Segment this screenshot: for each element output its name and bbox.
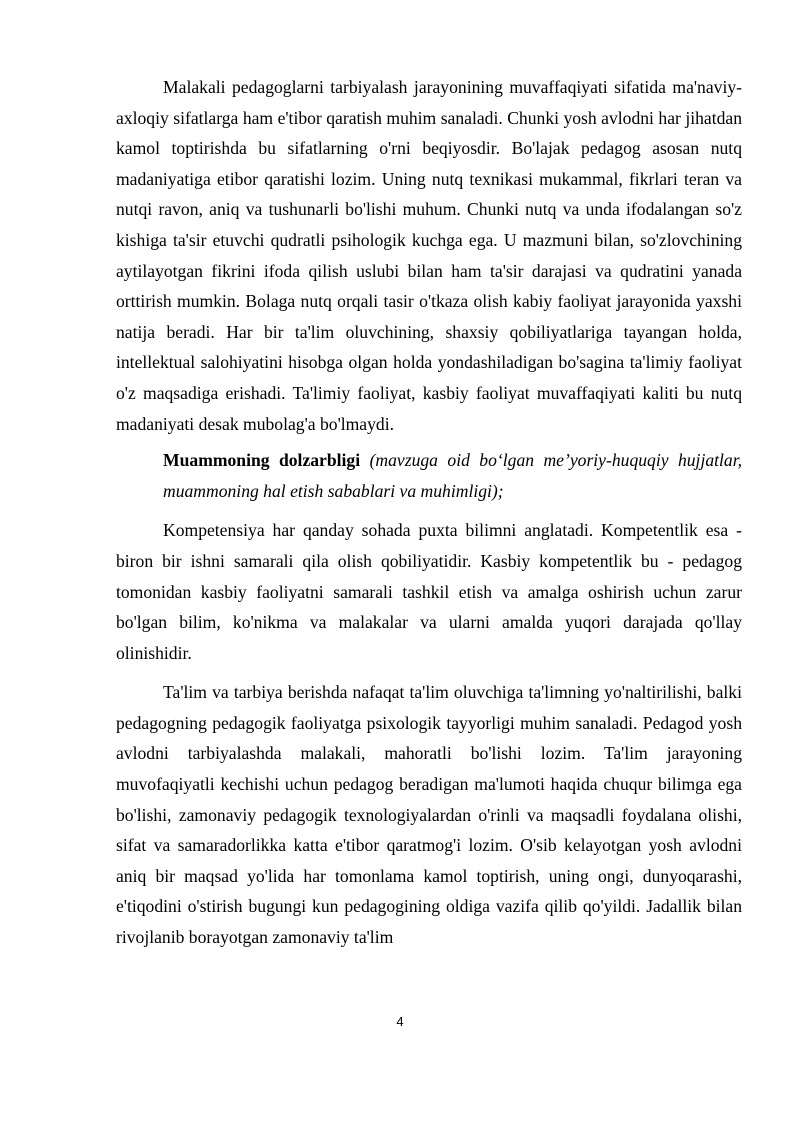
spacer [116, 668, 742, 677]
paragraph-intro: Malakali pedagoglarni tarbiyalash jarayonining muvaffaqiyati sifatida ma'naviy-axloqiy sifatlarga ham e'tibor qaratish muhim sanaladi. Chunki yosh avlodni har jihatdan kamol toptirishda bu sifatlarning o'rni beqiyosdir. Bo'lajak pedagog asosan nutq madaniyatiga etibor qaratishi lozim. Uning nutq texnikasi mukammal, fikrlari teran va nutqi ravon, aniq va tushunarli bo'lishi muhum. Chunki nutq va unda ifodalangan so'z kishiga ta'sir etuvchi qudratli psihologik kuchga ega. U mazmuni bilan, so'zlovchining aytilayotgan fikrini ifoda qilish uslubi bilan ham ta'sir darajasi va qudratini yanada orttirish mumkin. Bolaga nutq orqali tasir o'tkaza olish kabiy faoliyat jarayonida yaxshi natija beradi. Har bir ta'lim oluvchining, shaxsiy qobiliyatlariga tayangan holda, intellektual salohiyatini hisobga olgan holda yondashiladigan bo'sagina ta'limiy faoliyat o'z maqsadiga erishadi. Ta'limiy faoliyat, kasbiy faoliyat muvaffaqiyati kaliti bu nutq madaniyati desak mubolag'a bo'lmaydi. [116, 77, 742, 434]
paragraph-education: Ta'lim va tarbiya berishda nafaqat ta'lim oluvchiga ta'limning yo'naltirilishi, balki pedagogning pedagogik faoliyatga psixologik tayyorligi muhim sanaladi. Pedagod yosh avlodni tarbiyalashda malakali, mahoratli bo'lishi lozim. Ta'lim jarayoning muvofaqiyatli kechishi uchun pedagog beradigan ma'lumoti haqida chuqur bilimga ega bo'lishi, zamonaviy pedagogik texnologiyalardan o'rinli va maqsadli foydalana olishi, sifat va samaradorlikka katta e'tibor qaratmog'i lozim. O'sib kelayotgan yosh avlodni aniq bir maqsad yo'lida har tomonlama kamol toptirish, uning ongi, dunyoqarashi, e'tiqodini o'stirish bugungi kun pedagogining oldiga vazifa qilib qo'yildi. Jadallik bilan rivojlanib borayotgan zamonaviy ta'lim [116, 682, 742, 948]
page-number: 4 [396, 1014, 404, 1029]
document-page [116, 72, 742, 953]
section-heading-title: Muammoning dolzarbligi [163, 450, 361, 471]
paragraph-competence: Kompetensiya har qanday sohada puxta bilimni anglatadi. Kompetentlik esa -biron bir ishni samarali qila olish qobiliyatidir. Kasbiy kompetentlik bu - pedagog tomonidan kasbiy faoliyatni samarali tashkil etish va amalga oshirish uchun zarur bo'lgan bilim, ko'nikma va malakalar va ularni amalda yuqori darajada qo'llay olinishidir. [116, 520, 742, 663]
section-heading-subtitle: (mavzuga oid bo‘lgan me’yoriy-huquqiy hujjatlar, muammoning hal etish sabablari va muhimligi); [163, 450, 742, 501]
section-heading [116, 445, 742, 506]
spacer [116, 506, 742, 515]
